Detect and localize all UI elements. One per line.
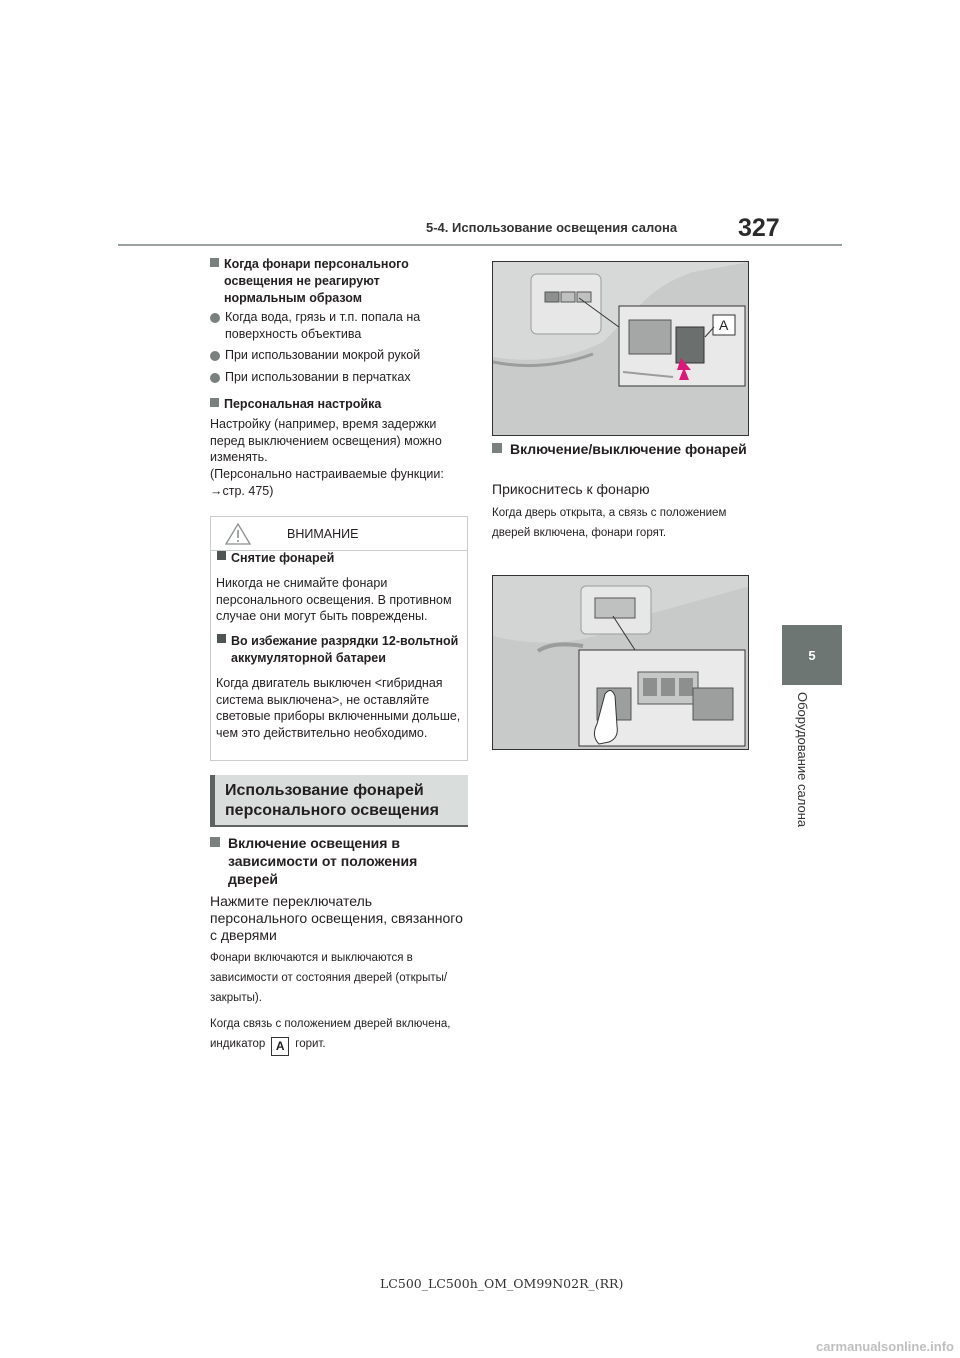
bullet-dot-icon (210, 313, 220, 323)
bullet-dot-icon (210, 373, 220, 383)
warning-subheading-removal: Снятие фонарей (217, 550, 461, 567)
heading-on-off: Включение/выключение фонарей (492, 440, 747, 458)
heading-square-icon (217, 551, 226, 560)
settings-paragraph: Настройку (например, время задержки перед выключением освещения) можно изменять. (210, 417, 442, 464)
heading-square-icon (492, 443, 502, 453)
document-code: LC500_LC500h_OM_OM99N02R_(RR) (380, 1276, 624, 1291)
warning-text-battery: Когда двигатель выключен <гибридная система выключена>, не оставляйте световые приборы включенными дольше, чем это действительно необходимо. (216, 676, 461, 740)
heading-square-icon (210, 398, 219, 407)
list-item: При использовании в перчатках (210, 369, 460, 386)
warning-box (210, 516, 468, 761)
section-header: 5-4. Использование освещения салона (426, 220, 678, 235)
touch-instruction: Прикоснитесь к фонарю (492, 481, 650, 497)
touch-lamp-illustration (493, 576, 749, 750)
indicator-label-a: A (271, 1037, 289, 1056)
warning-title: ВНИМАНИЕ (287, 527, 359, 541)
chapter-number: 5 (808, 647, 816, 663)
warning-subheading-battery: Во избежание разрядки 12-вольтной аккумуляторной батареи (217, 633, 461, 667)
bullet-dot-icon (210, 351, 220, 361)
warning-text-removal: Никогда не снимайте фонари персонального освещения. В противном случае они могут быть повреждены. (216, 576, 452, 623)
heading-door-linked: Включение освещения в зависимости от положения дверей (210, 834, 465, 888)
chapter-tab[interactable] (782, 625, 842, 685)
heading-square-icon (210, 258, 219, 267)
settings-reference[interactable]: (Персонально настраиваемые функции: →стр. 475) (210, 467, 444, 498)
door-instruction: Нажмите переключатель персонального освещения, связанного с дверями (210, 893, 463, 943)
heading-square-icon (217, 634, 226, 643)
overhead-console-illustration (493, 262, 749, 436)
list-item: При использовании мокрой рукой (210, 347, 460, 364)
heading-not-responding: Когда фонари персонального освещения не реагируют нормальным образом (210, 256, 460, 307)
section-title-box (210, 775, 468, 827)
heading-personal-settings: Персональная настройка (210, 396, 460, 413)
section-title: Использование фонарей персонального освещения (225, 782, 439, 819)
heading-square-icon (210, 837, 220, 847)
warning-header (211, 517, 467, 547)
figure-door-switch (492, 261, 749, 436)
header-rule (118, 244, 842, 246)
touch-note: Когда дверь открыта, а связь с положением дверей включена, фонари горят. (492, 507, 727, 539)
door-note-1: Фонари включаются и выключаются в зависимости от состояния дверей (открыты/закрыты). (210, 952, 448, 1004)
door-note-2: Когда связь с положением дверей включена, индикатор A горит. (210, 1014, 460, 1056)
figure-touch-lamp (492, 575, 749, 750)
chapter-label: Оборудование салона (795, 692, 810, 828)
watermark[interactable]: carmanualsonline.info (816, 1339, 954, 1354)
page-number: 327 (738, 214, 780, 242)
list-item: Когда вода, грязь и т.п. попала на поверхность объектива (210, 309, 460, 342)
callout-a-label: A (719, 317, 729, 333)
warning-triangle-icon (225, 523, 251, 545)
